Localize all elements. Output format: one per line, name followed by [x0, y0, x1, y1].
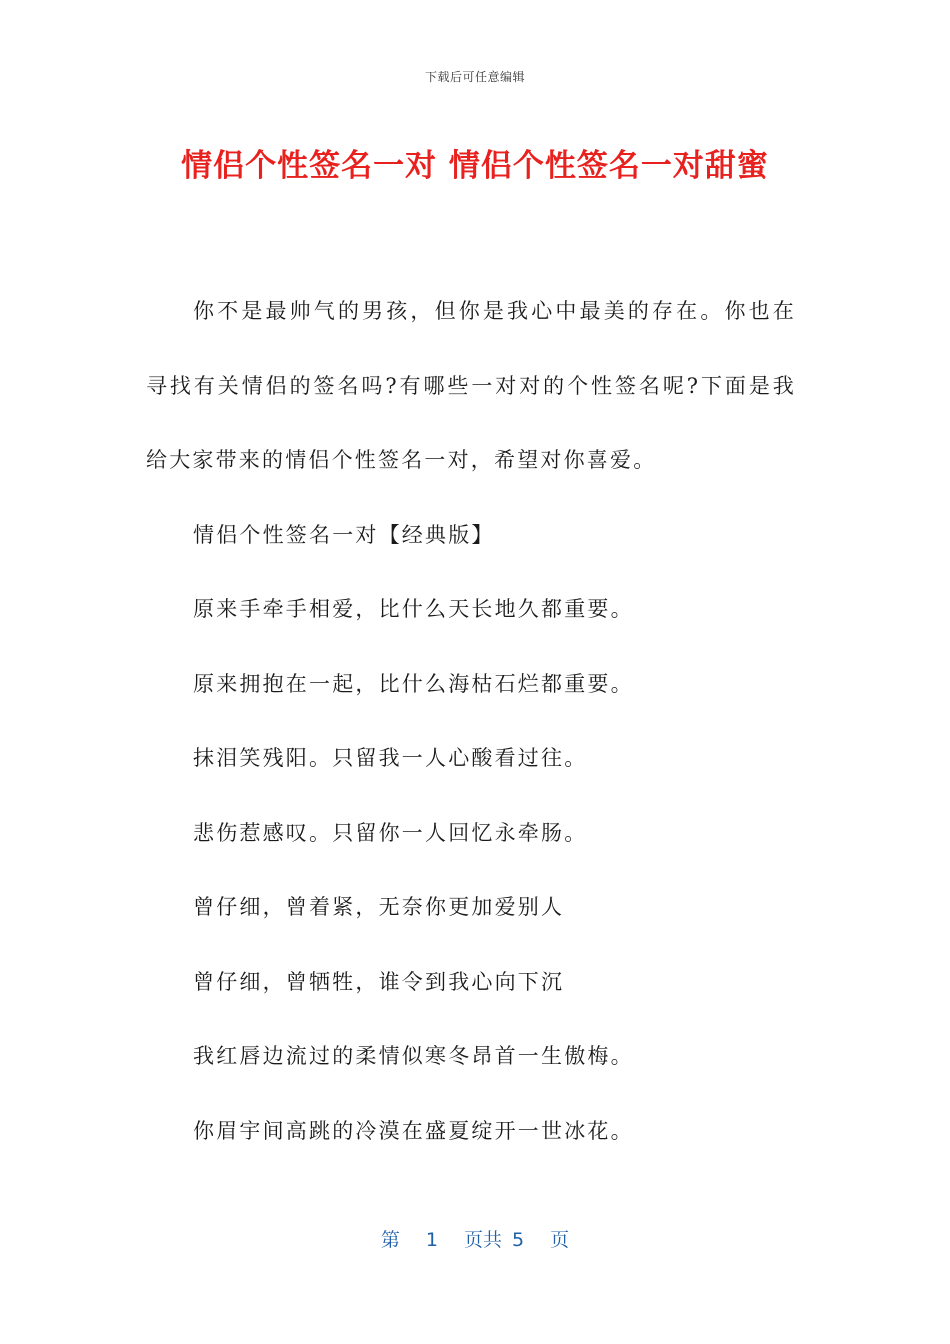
signature-line: 曾仔细，曾牺牲，谁令到我心向下沉 [193, 969, 565, 994]
page-suffix: 页 [550, 1229, 570, 1251]
document-title: 情侣个性签名一对 情侣个性签名一对甜蜜 [181, 148, 769, 184]
signature-line: 原来拥抱在一起，比什么海枯石烂都重要。 [193, 671, 634, 696]
page-mid-label: 页共 [463, 1229, 502, 1251]
page-label: 第 [380, 1229, 400, 1251]
header-note: 下载后可任意编辑 [424, 70, 525, 84]
signature-line: 抹泪笑残阳。只留我一人心酸看过往。 [193, 746, 588, 770]
signature-line: 你眉宇间高跳的冷漠在盛夏绽开一世冰花。 [193, 1118, 634, 1143]
section-heading: 情侣个性签名一对【经典版】 [193, 522, 495, 547]
page-footer [0, 1225, 950, 1252]
document-body [146, 274, 796, 1168]
signature-line: 悲伤惹感叹。只留你一人回忆永牵肠。 [193, 820, 588, 845]
signature-line: 原来手牵手相爱，比什么天长地久都重要。 [193, 597, 634, 621]
signature-line: 我红唇边流过的柔情似寒冬昂首一生傲梅。 [193, 1044, 634, 1068]
page-number: 1 [425, 1229, 438, 1251]
signature-line: 曾仔细，曾着紧，无奈你更加爱别人 [193, 895, 565, 919]
total-pages: 5 [512, 1229, 525, 1251]
intro-paragraph: 你不是最帅气的男孩，但你是我心中最美的存在。你也在寻找有关情侣的签名吗?有哪些一对对的个性签名呢?下面是我给大家带来的情侣个性签名一对，希望对你喜爱。 [146, 299, 796, 472]
